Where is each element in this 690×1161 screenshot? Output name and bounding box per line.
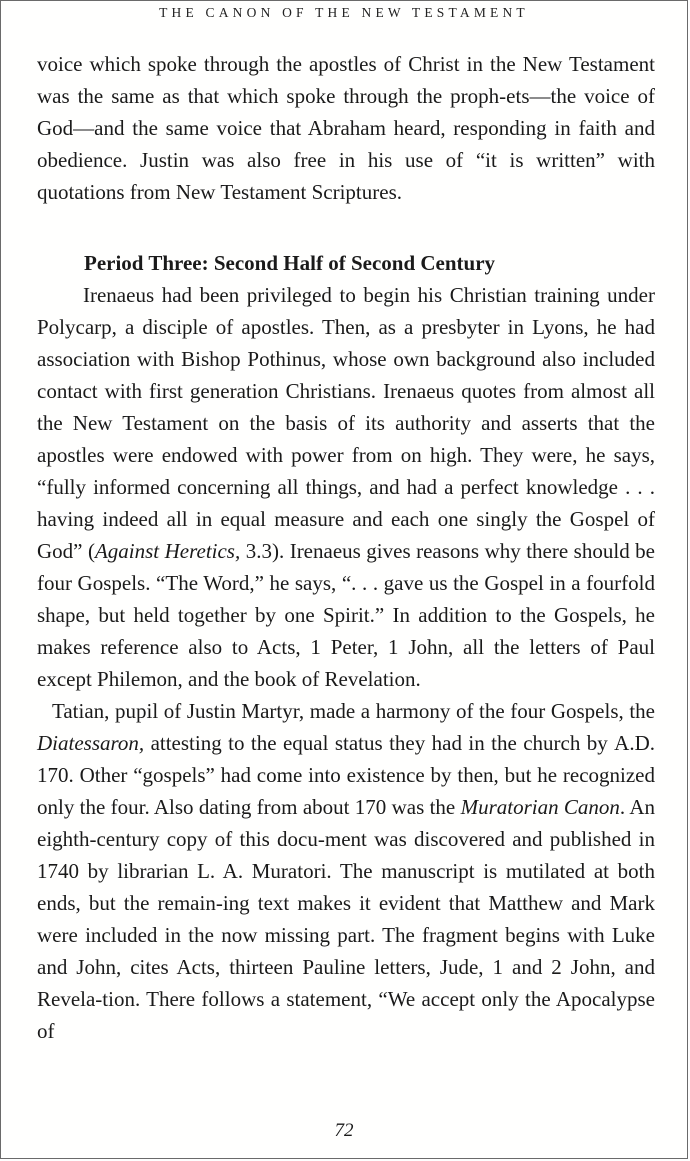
paragraph-continuation: voice which spoke through the apostles of Christ in the New Testament was the same as that which spoke through the proph-ets—the voice of God—and the same voice that Abraham heard, responding in faith and obedience. Justin was also free in his use of “it is written” with quotations from New Testament Scriptures. [37, 52, 655, 204]
paragraph-tatian-text-1: Tatian, pupil of Justin Martyr, made a harmony of the four Gospels, the [52, 699, 655, 723]
page-number: 72 [334, 1120, 354, 1141]
text-block-section [37, 247, 655, 1047]
book-title-muratorian-canon: Muratorian Canon [460, 795, 620, 819]
paragraph-tatian-text-2: attesting to the equal status they had in the church by [144, 731, 615, 755]
paragraph-tatian [37, 695, 655, 1047]
paragraph-irenaeus-text-2: 3.3). Irenaeus gives reasons why there should be four Gospels. “The Word,” he says, “. . . gave us the Gospel in a fourfold shape, but held together by one Spirit.” In addition to the Gospels, he makes reference also to Acts, 1 Peter, 1 John, all the letters of Paul except Philemon, and the book of Revelation. [37, 539, 655, 691]
text-block-top [37, 48, 655, 208]
era-label: A.D. [614, 731, 655, 755]
paragraph-tatian-text-3: 170. Other “gospels” had come into existence by then, but he recognized only the four. Also dating from about 170 was the [37, 763, 655, 819]
book-title-against-heretics: Against Heretics, [94, 539, 241, 563]
section-heading: Period Three: Second Half of Second Century [84, 251, 496, 275]
paragraph-irenaeus [37, 279, 655, 695]
book-title-diatessaron: Diatessaron, [37, 731, 145, 755]
running-head: THE CANON OF THE NEW TESTAMENT [159, 5, 529, 20]
paragraph-irenaeus-text-1: Irenaeus had been privileged to begin his Christian training under Polycarp, a disciple of apostles. Then, as a presbyter in Lyons, he had association with Bishop Pothinus, whose own background also included contact with first generation Christians. Irenaeus quotes from almost all the New Testament on the basis of its authority and asserts that the apostles were endowed with power from on high. They were, he says, “fully informed concerning all things, and had a perfect knowledge . . . having indeed all in equal measure and each one singly the Gospel of God” ( [37, 283, 655, 563]
paragraph-tatian-text-4: . An eighth-century copy of this docu-ment was discovered and published in 1740 by librarian L. A. Muratori. The manuscript is mutilated at both ends, but the remain-ing text makes it evident that Matthew and Mark were included in the now missing part. The fragment begins with Luke and John, cites Acts, thirteen Pauline letters, Jude, 1 and 2 John, and Revela-tion. There follows a statement, “We accept only the Apocalypse of [37, 795, 655, 1043]
